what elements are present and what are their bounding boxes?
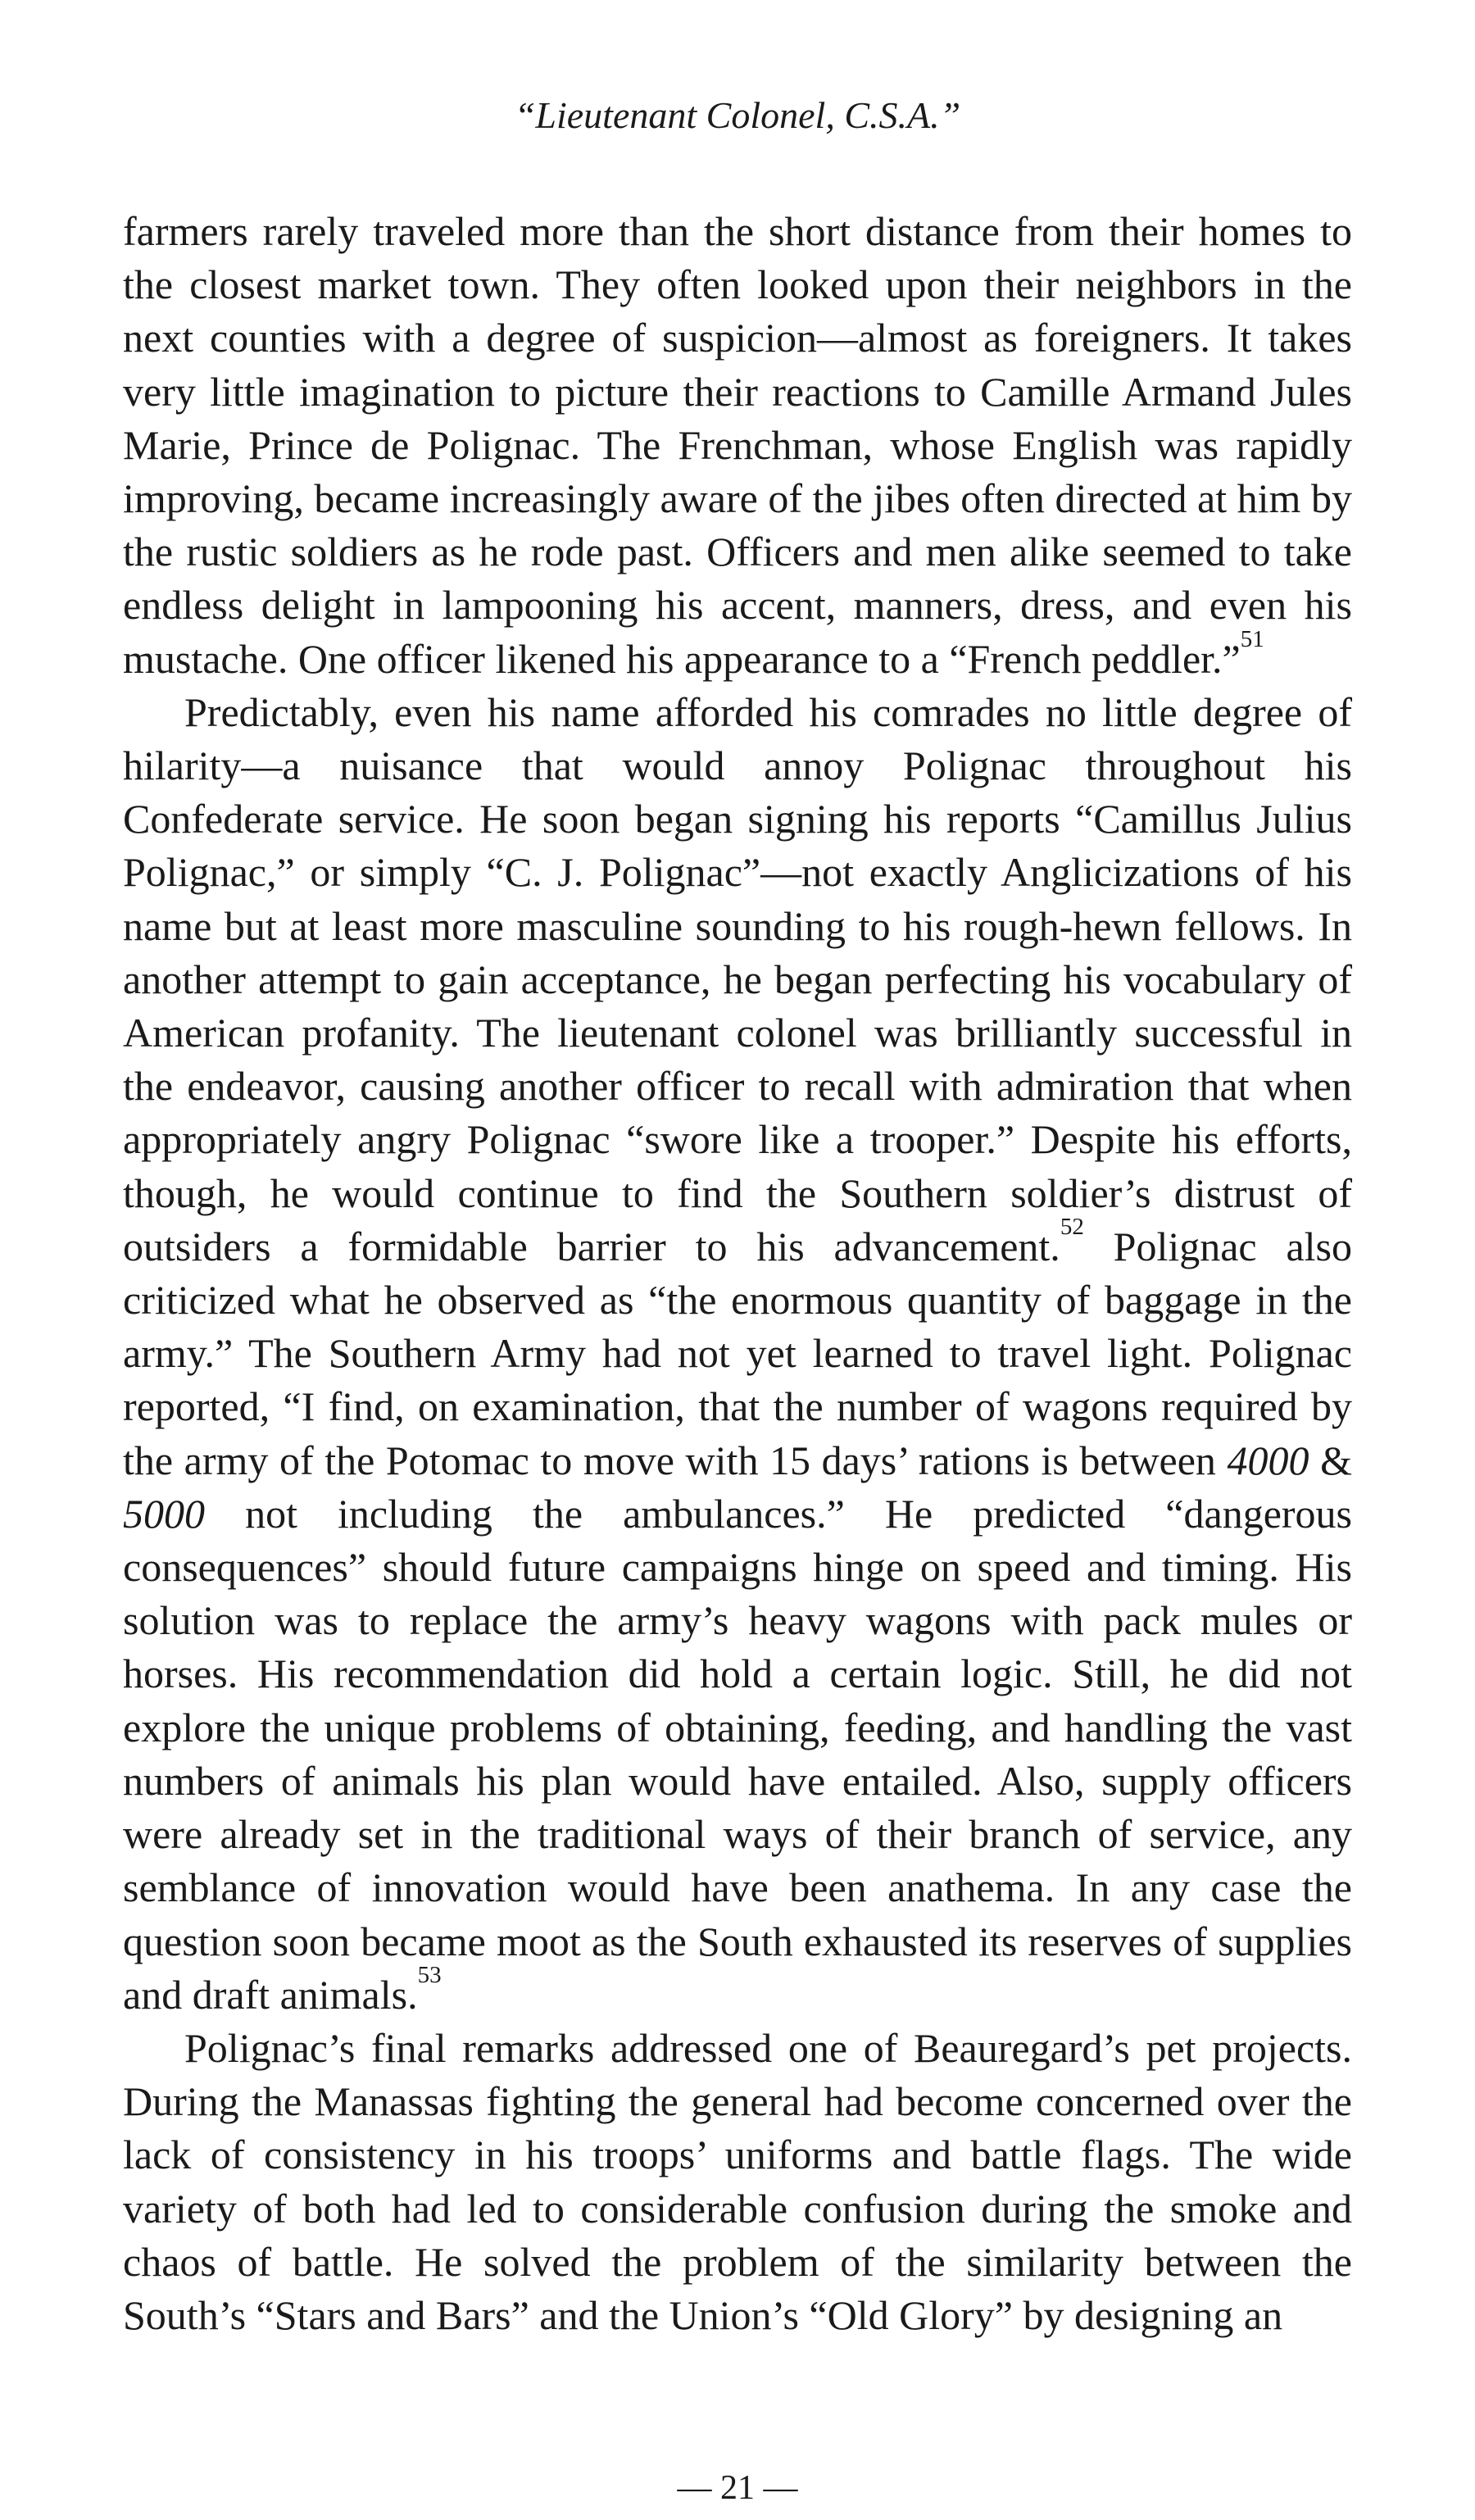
paragraph-2-text-c: &	[1309, 1437, 1352, 1483]
paragraph-2-text-b: Polignac also criticized what he observed as “the enormous quantity of baggage in the army.” The Southern Army had not yet learned to travel light. Polignac reported, “I find, on examination, that the number of wagons required by the army of the Potomac to move with 15 days’ rations is between	[123, 1223, 1352, 1483]
running-head: “Lieutenant Colonel, C.S.A.”	[514, 94, 961, 136]
paragraph-2-text-a: Predictably, even his name afforded his comrades no little degree of hilarity—a nuisance that would annoy Polignac throughout his Confederate service. He soon began signing his reports “Camillus Julius Polignac,” or simply “C. J. Polignac”—not exactly Anglicizations of his name but at least more masculine sounding to his rough-hewn fellows. In another attempt to gain acceptance, he began perfecting his vocabulary of American profanity. The lieutenant colonel was brilliantly successful in the endeavor, causing another officer to recall with admiration that when appropriately angry Polignac “swore like a trooper.” Despite his efforts, though, he would continue to find the Southern soldier’s distrust of outsiders a formidable barrier to his advancement.	[123, 688, 1352, 1269]
body-text	[123, 205, 1352, 2342]
paragraph-2	[123, 686, 1352, 2022]
footnote-ref-53: 53	[417, 1961, 442, 1988]
paragraph-1-text: farmers rarely traveled more than the short distance from their homes to the closest market town. They often looked upon their neighbors in the next counties with a degree of suspicion—almost as foreigners. It takes very little imagination to picture their reactions to Camille Armand Jules Marie, Prince de Polignac. The Frenchman, whose English was rapidly improving, became increasingly aware of the jibes often directed at him by the rustic soldiers as he rode past. Officers and men alike seemed to take endless delight in lampooning his accent, manners, dress, and even his mustache. One officer likened his appearance to a “French peddler.”	[123, 208, 1352, 682]
footnote-ref-52: 52	[1060, 1213, 1084, 1240]
paragraph-2-text-d: not including the ambulances.” He predicted “dangerous consequences” should future campaigns hinge on speed and timing. His solution was to replace the army’s heavy wagons with pack mules or horses. His recommendation did hold a certain logic. Still, he did not explore the unique problems of obtaining, feeding, and handling the vast numbers of animals his plan would have entailed. Also, supply officers were already set in the traditional ways of their branch of service, any semblance of innovation would have been anathema. In any case the question soon became moot as the South exhausted its reserves of supplies and draft animals.	[123, 1490, 1352, 2018]
footnote-ref-51: 51	[1240, 625, 1264, 652]
oldstyle-number-4000: 4000	[1227, 1437, 1309, 1483]
paragraph-3-text: Polignac’s final remarks addressed one of Beauregard’s pet projects. During the Manassas fighting the general had become concerned over the lack of consistency in his troops’ uniforms and battle flags. The wide variety of both had led to considerable confusion during the smoke and chaos of battle. He solved the problem of the similarity between the South’s “Stars and Bars” and the Union’s “Old Glory” by designing an	[123, 2024, 1352, 2338]
paragraph-1	[123, 205, 1352, 686]
page-number: — 21 —	[677, 2469, 798, 2507]
oldstyle-number-5000: 5000	[123, 1490, 205, 1537]
paragraph-3	[123, 2022, 1352, 2342]
